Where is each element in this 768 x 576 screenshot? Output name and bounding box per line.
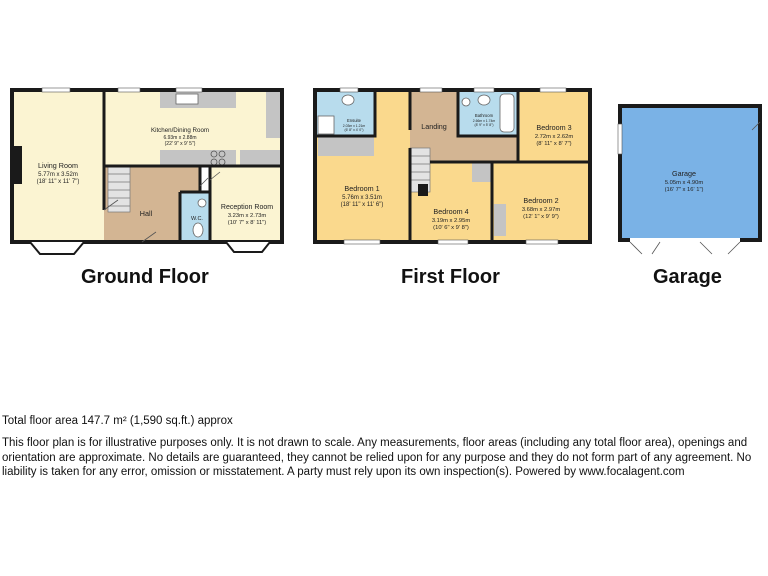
sink-icon (176, 94, 198, 104)
room-name: Garage (672, 169, 696, 178)
bedroom-1-label (341, 184, 384, 208)
bedroom-2-label (522, 196, 561, 220)
ground-floor-plan (12, 88, 282, 254)
room-name: Ensuite (347, 118, 361, 123)
room-dims-metric: 3.23m x 2.73m (227, 213, 267, 219)
room-dims-imperial: (18' 11" x 11' 6") (340, 202, 384, 208)
kitchen-worktop (266, 90, 282, 138)
room-dims-imperial: (10' 6" x 9' 8") (433, 225, 469, 231)
window (176, 88, 202, 92)
bay-window (30, 242, 84, 254)
bath-icon (500, 94, 514, 132)
window (420, 88, 442, 92)
room-dims-imperial: (16' 7" x 16' 1") (664, 187, 704, 193)
first-floor-plan (315, 88, 590, 244)
airing-cupboard (472, 162, 492, 182)
basin-icon (462, 98, 470, 106)
stair-void (418, 184, 428, 196)
bay-window (226, 242, 270, 252)
window (526, 240, 558, 244)
basin-icon (198, 199, 206, 207)
room-dims-metric: 3.19m x 2.95m (431, 218, 471, 224)
ground-floor-title: Ground Floor (81, 266, 209, 288)
hall-label: Hall (139, 209, 153, 218)
bathroom-label (473, 113, 496, 127)
room-name: Reception Room (220, 204, 274, 211)
disclaimer-text: This floor plan is for illustrative purposes only. It is not drawn to scale. Any measurements, floor areas (including any total floor area), openings and orientation are approximate. No details are guaranteed, they cannot be relied upon for any purpose and they do not form part of any agreement. No liability is taken for any error, omission or misstatement. A party must rely upon its own inspection(s). Powered by www.focalagent.com (2, 437, 752, 478)
room-dims-metric: 6.93m x 2.88m (163, 135, 197, 141)
room-name: Bedroom 3 (536, 123, 572, 132)
total-floor-area: Total floor area 147.7 m² (1,590 sq.ft.) approx (2, 415, 233, 427)
window (340, 88, 358, 92)
window (438, 240, 468, 244)
landing-label: Landing (421, 122, 447, 131)
toilet-icon (478, 95, 490, 105)
kitchen-worktop (240, 150, 282, 166)
room-dims-metric: 2.66m x 1.74m (472, 119, 496, 123)
room-dims-imperial: (18' 11" x 11' 7") (36, 179, 80, 185)
room-dims-metric: 2.03m x 1.21m (342, 124, 366, 128)
garage-door-opening (630, 238, 740, 242)
room-name: Kitchen/Dining Room (150, 127, 210, 134)
room-dims-imperial: (22' 9" x 9' 5") (164, 141, 196, 147)
toilet-icon (193, 223, 203, 237)
room-name: Bedroom 1 (344, 184, 380, 193)
room-dims-metric: 5.76m x 3.51m (342, 195, 382, 201)
garage-plan (618, 106, 760, 254)
room-name: Bedroom 4 (433, 207, 469, 216)
room-dims-metric: 5.05m x 4.90m (664, 180, 704, 186)
window (42, 88, 70, 92)
window (118, 88, 140, 92)
garage-door-swing (630, 242, 740, 254)
room-dims-imperial: (12' 1" x 9' 9") (523, 214, 559, 220)
toilet-icon (342, 95, 354, 105)
room-dims-imperial: (8' 9" x 5' 8") (474, 123, 494, 127)
living-room-label (37, 161, 80, 185)
reception-room-label (221, 204, 273, 226)
wc-label: W.C. (191, 216, 203, 222)
bedroom-4-label (432, 207, 471, 231)
window (540, 88, 566, 92)
first-floor-title: First Floor (401, 266, 500, 288)
garage-title: Garage (653, 266, 722, 288)
wardrobe (494, 204, 506, 236)
room-dims-metric: 3.68m x 2.97m (521, 207, 561, 213)
room-name: Bedroom 2 (523, 196, 559, 205)
bedroom-3-label (535, 123, 574, 147)
room-dims-imperial: (10' 7" x 8' 11") (227, 220, 267, 226)
window (618, 124, 622, 154)
room-dims-imperial: (8' 11" x 8' 7") (536, 141, 572, 147)
room-dims-imperial: (6' 8" x 4' 0") (344, 128, 364, 132)
room-dims-metric: 5.77m x 3.52m (38, 172, 78, 178)
room-name: Living Room (38, 161, 78, 170)
room-dims-metric: 2.72m x 2.62m (534, 134, 574, 140)
room-name: Bathroom (474, 113, 494, 118)
shower-icon (318, 116, 334, 134)
wardrobe (318, 136, 374, 156)
window (344, 240, 380, 244)
window (474, 88, 494, 92)
